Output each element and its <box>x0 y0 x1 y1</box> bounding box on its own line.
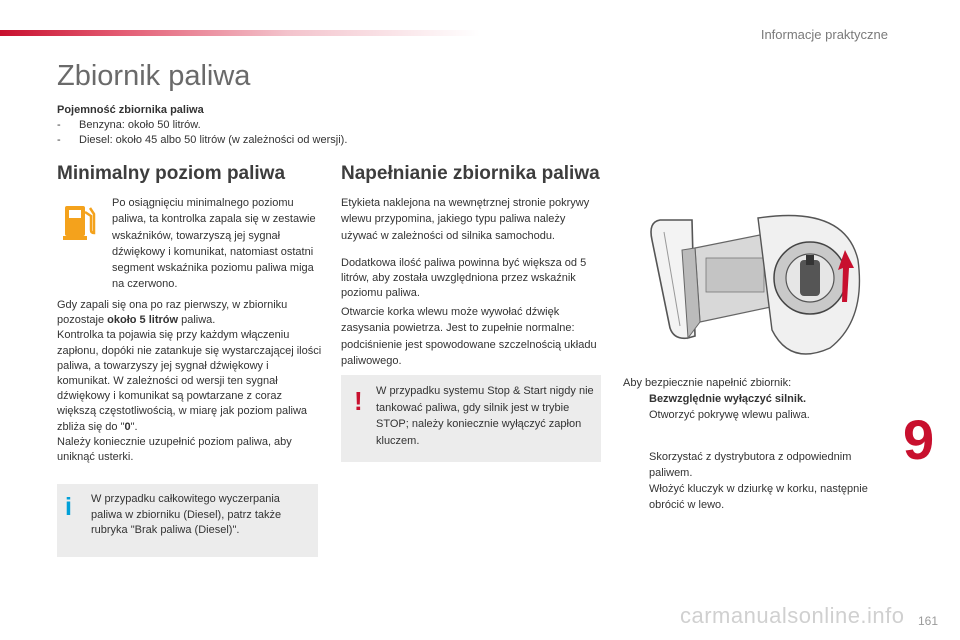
capacity-block <box>57 103 617 148</box>
fuel-pump-icon <box>62 198 98 242</box>
refuel-steps-list-b <box>623 449 893 513</box>
list-item: Włożyć kluczyk w dziurkę w korku, następnie obrócić w lewo. <box>649 483 868 511</box>
min-level-heading: Minimalny poziom paliwa <box>57 163 286 184</box>
refuel-steps-intro: Aby bezpiecznie napełnić zbiornik: <box>623 377 792 389</box>
capacity-item: - Diesel: około 45 albo 50 litrów (w zależności od wersji). <box>57 134 348 146</box>
refuel-paragraph-2: Dodatkowa ilość paliwa powinna być większa od 5 litrów, aby została uwzględniona przez wskaźnik poziomu paliwa. <box>341 257 587 300</box>
watermark: carmanualsonline.info <box>680 603 905 628</box>
list-item: Otworzyć pokrywę wlewu paliwa. <box>649 409 810 421</box>
capacity-item: - Benzyna: około 50 litrów. <box>57 119 201 131</box>
refuel-paragraph-1: Etykieta naklejona na wewnętrznej stronie pokrywy wlewu przypomina, jakiego typu paliwa należy używać w zależności od silnika samochodu. <box>341 197 590 242</box>
section-title: Informacje praktyczne <box>760 27 888 42</box>
page-number: 161 <box>917 614 938 628</box>
header-accent-bar <box>0 30 480 36</box>
info-note-text: W przypadku całkowitego wyczerpania paliwa w zbiorniku (Diesel), patrz także rubryka "Brak paliwa (Diesel)". <box>91 493 282 536</box>
refuel-heading: Napełnianie zbiornika paliwa <box>341 163 600 184</box>
min-level-icon-text: Po osiągnięciu minimalnego poziomu paliwa, ta kontrolka zapala się w zestawie wskaźników, towarzyszą jej sygnał dźwiękowy i komunikat, natomiast ostatni segment wskaźnika poziomu paliwa miga na czerwono. <box>112 197 316 291</box>
page-title: Zbiornik paliwa <box>57 60 251 92</box>
list-item: Skorzystać z dystrybutora z odpowiednim paliwem. <box>649 451 852 479</box>
warning-icon: ! <box>354 386 363 416</box>
refuel-steps-list-a <box>623 391 893 423</box>
refuel-paragraph-3: Otwarcie korka wlewu może wywołać dźwięk zasysania powietrza. Jest to zupełnie normalne: podciśnienie jest spowodowane szczelnością układu paliwowego. <box>341 306 597 367</box>
capacity-heading: Pojemność zbiornika paliwa <box>57 104 204 116</box>
info-icon: i <box>65 493 72 521</box>
list-item: Bezwzględnie wyłączyć silnik. <box>649 393 807 405</box>
warning-note-text: W przypadku systemu Stop & Start nigdy nie tankować paliwa, gdy silnik jest w trybie STOP; należy koniecznie wyłączyć zapłon kluczem. <box>376 385 594 447</box>
min-level-paragraph: Gdy zapali się ona po raz pierwszy, w zbiorniku pozostaje około 5 litrów paliwa. Kontrolka ta pojawia się przy każdym włączeniu zapłonu, dopóki nie zatankuje się wystarczającej ilości paliwa, a towarzyszy jej sygnał dźwiękowy i komunikat. W zależności od wersji ten sygnał dźwiękowy i komunikat są powtarzane z coraz większą częstotliwością, w miarę jak poziom paliwa zbliża się do "0". Należy koniecznie uzupełnić poziom paliwa, aby uniknąć usterki. <box>57 299 322 464</box>
chapter-number: 9 <box>903 408 935 471</box>
fuel-flap-illustration <box>640 210 870 360</box>
